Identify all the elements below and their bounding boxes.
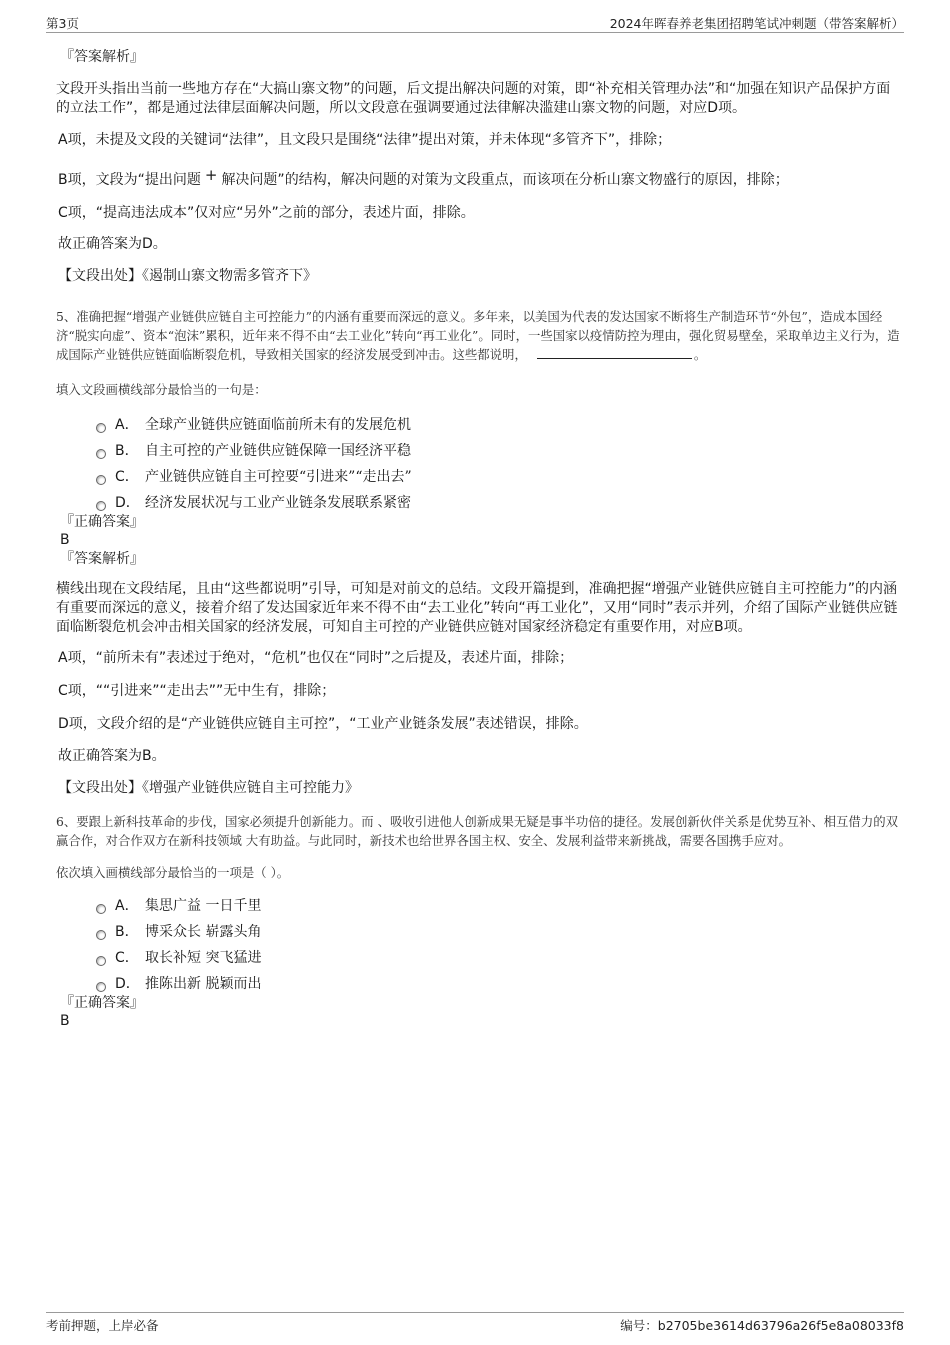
footer-slogan: 考前押题，上岸必备 [46,1318,159,1333]
q5-correct-answer: B [60,532,70,548]
q6-option-d[interactable]: D． 推陈出新 脱颖而出 [96,974,900,1000]
q5-options [96,415,900,519]
q6-correct-label: 『正确答案』 [60,995,144,1011]
q6-option-c[interactable]: C． 取长补短 突飞猛进 [96,948,900,974]
page-header [46,12,904,33]
q5-option-b[interactable]: B． 自主可控的产业链供应链保障一国经济平稳 [96,441,900,467]
q6-option-a[interactable]: A． 集思广益 一日千里 [96,896,900,922]
q5-option-a[interactable]: A． 全球产业链供应链面临前所未有的发展危机 [96,415,900,441]
q5-blank-line [537,345,692,359]
q4-option-c-note: C项，“提高违法成本”仅对应“另外”之前的部分，表述片面，排除。 [58,205,475,221]
q5-option-d[interactable]: D． 经济发展状况与工业产业链条发展联系紧密 [96,493,900,519]
q5-correct-label: 『正确答案』 [60,514,144,530]
radio-icon[interactable] [96,475,106,485]
radio-icon[interactable] [96,956,106,966]
q4-analysis: 文段开头指出当前一些地方存在“大搞山寨文物”的问题，后文提出解决问题的对策，即“补充相关管理办法”和“加强在知识产品保护方面的立法工作”，都是通过法律层面解决问题，所以文段意在强调要通过法律解决滥建山寨文物的问题，对应D项。 [56,81,891,116]
q5-source: 【文段出处】《增强产业链供应链自主可控能力》 [58,780,359,796]
radio-icon[interactable] [96,501,106,511]
q5-option-c[interactable]: C． 产业链供应链自主可控要“引进来”“走出去” [96,467,900,493]
document-code: 编号：b2705be3614d63796a26f5e8a08033f8 [620,1318,904,1333]
q4-option-a-note: A项，未提及文段的关键词“法律”，且文段只是围绕“法律”提出对策，并未体现“多管齐下”，排除； [58,132,672,148]
q5-option-d-note: D项，文段介绍的是“产业链供应链自主可控”，“工业产业链条发展”表述错误，排除。 [58,716,588,732]
q5-conclusion: 故正确答案为B。 [58,748,166,764]
q4-analysis-label: 『答案解析』 [60,49,144,65]
radio-icon[interactable] [96,930,106,940]
page-footer [46,1312,904,1335]
q4-source: 【文段出处】《遏制山寨文物需多管齐下》 [58,268,317,284]
q6-prompt: 依次填入画横线部分最恰当的一项是（ ）。 [56,865,290,880]
q4-option-b-note: B项，文段为“提出问题 + 解决问题”的结构，解决问题的对策为文段重点，而该项在分析山寨文物盛行的原因，排除； [58,166,789,188]
document-title: 2024年晖春养老集团招聘笔试冲刺题（带答案解析） [609,16,904,31]
q4-conclusion: 故正确答案为D。 [58,236,167,252]
document-body [56,46,900,1030]
radio-icon[interactable] [96,982,106,992]
radio-icon[interactable] [96,904,106,914]
q6-stem: 6、要跟上新科技革命的步伐，国家必须提升创新能力。而 、吸收引进他人创新成果无疑是事半功倍的捷径。发展创新伙伴关系是优势互补、相互借力的双赢合作，对合作双方在新科技领域 大有助益。与此同时，新技术也给世界各国主权、安全、发展利益带来新挑战，需要各国携手应对。 [56,814,898,848]
q5-analysis-label: 『答案解析』 [60,551,144,567]
q5-stem: 5、准确把握“增强产业链供应链自主可控能力”的内涵有重要而深远的意义。多年来，以美国为代表的发达国家不断将生产制造环节“外包”，造成本国经济“脱实向虚”、资本“泡沫”累积，近年来不得不由“去工业化”转向“再工业化”。同时，一些国家以疫情防控为理由，强化贸易壁垒，采取单边主义行为，造成国际产业链供应链面临断裂危机，导致相关国家的经济发展受到冲击。这些都说明， 。 [56,309,900,362]
radio-icon[interactable] [96,449,106,459]
q5-option-c-note: C项，““引进来”“走出去””无中生有，排除； [58,683,336,699]
q5-analysis: 横线出现在文段结尾，且由“这些都说明”引导，可知是对前文的总结。文段开篇提到，准确把握“增强产业链供应链自主可控能力”的内涵有重要而深远的意义，接着介绍了发达国家近年来不得不由“去工业化”转向“再工业化”，又用“同时”表示并列，介绍了国际产业链供应链面临断裂危机会冲击相关国家的经济发展，可知自主可控的产业链供应链对国家经济稳定有重要作用，对应B项。 [56,581,898,635]
q5-option-a-note: A项，“前所未有”表述过于绝对，“危机”也仅在“同时”之后提及，表述片面，排除； [58,650,574,666]
q5-prompt: 填入文段画横线部分最恰当的一句是： [56,382,267,397]
q6-options [96,896,900,1000]
q6-correct-answer: B [60,1013,70,1029]
q6-option-b[interactable]: B． 博采众长 崭露头角 [96,922,900,948]
radio-icon[interactable] [96,423,106,433]
page-number: 第3页 [46,16,79,31]
